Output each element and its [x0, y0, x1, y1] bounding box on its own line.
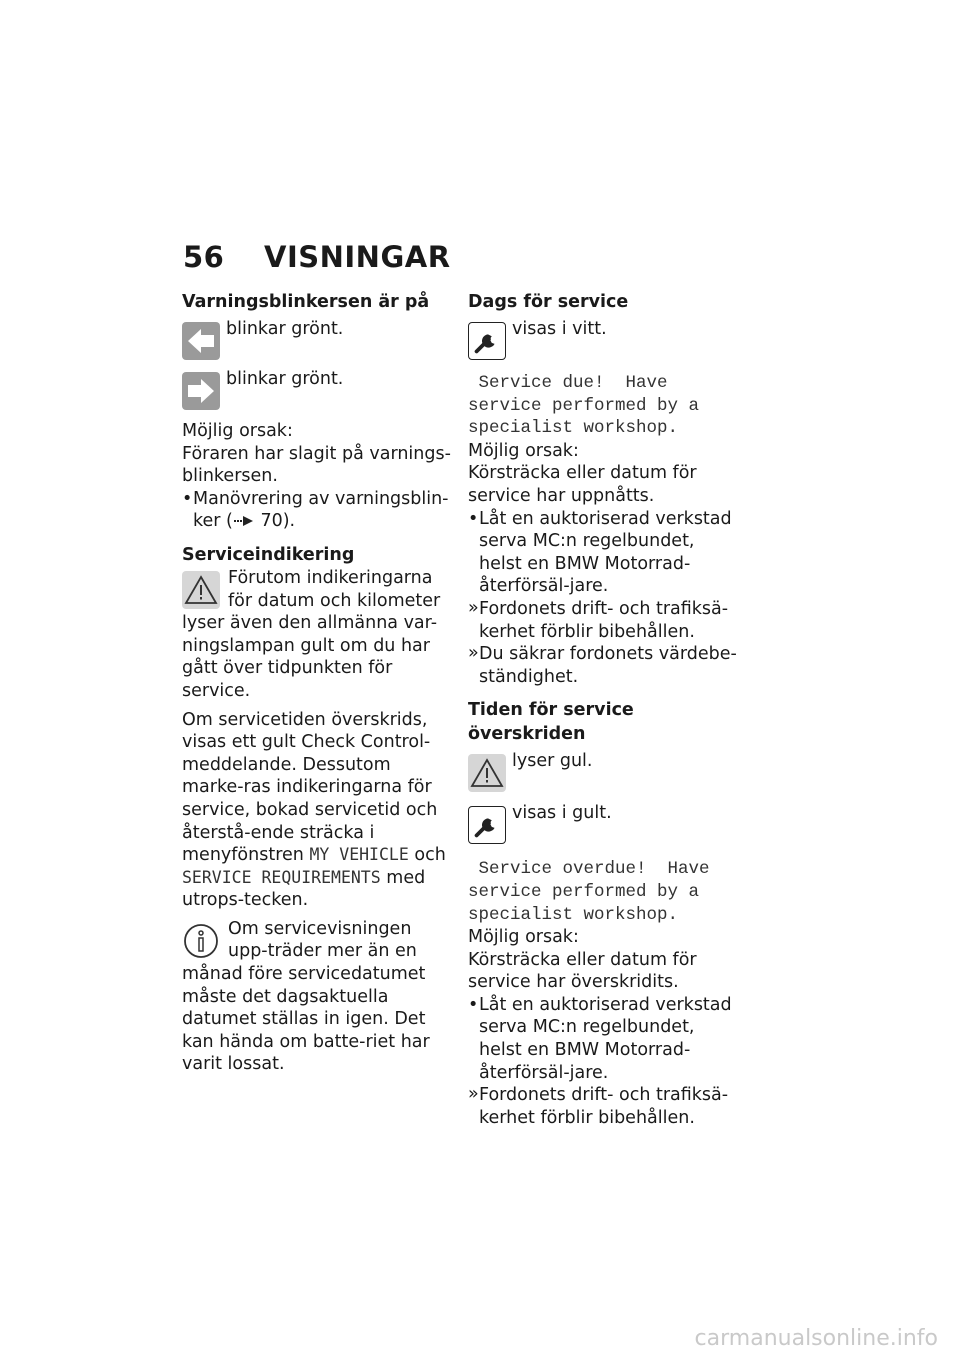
- right-column: [468, 290, 738, 1129]
- info-note: Om servicevisningen upp-träder mer än en månad före servicedatumet måste det dagsaktuella datumet ställas in igen. Det kan hända om batte-riet har varit lossat.: [182, 918, 430, 1075]
- chapter-title: VISNINGAR: [264, 240, 451, 274]
- info-icon: [182, 922, 220, 960]
- hazard-left-text: blinkar grönt.: [226, 319, 344, 339]
- page-number: 56: [183, 240, 225, 274]
- cause-label: Möjlig orsak:: [468, 927, 579, 948]
- warning-triangle-icon: [182, 571, 220, 609]
- overdue-warning-text: lyser gul.: [512, 751, 593, 772]
- page-reference-arrow-icon: [233, 515, 255, 527]
- cause-label: Möjlig orsak:: [468, 440, 579, 461]
- overdue-paragraph: Om servicetiden överskrids, visas ett gult Check Control-meddelande. Dessutom marke-ras indikeringarna för service, bokad servicetid och återstå-ende sträcka i menyfönstren MY VEHICLE och SERVICE REQUIREMENTS med utrops-tecken.: [182, 709, 446, 911]
- cause-text: Körsträcka eller datum för service har uppnåtts.: [468, 463, 697, 506]
- warning-triangle-icon: [468, 754, 506, 792]
- turn-left-arrow-icon: [182, 322, 220, 360]
- service-overdue-heading: Tiden för service överskriden: [468, 700, 634, 745]
- watermark: carmanualsonline.info: [694, 1326, 938, 1351]
- action-item: • Låt en auktoriserad verkstad serva MC:n regelbundet, helst en BMW Motorrad-återförsäl-jare.: [468, 508, 738, 598]
- result-item: » Du säkrar fordonets värdebe-ständighet.: [468, 643, 738, 688]
- cause-text: Föraren har slagit på varnings-blinkersen.: [182, 443, 451, 487]
- wrench-icon: [468, 806, 506, 844]
- hazard-right-text: blinkar grönt.: [226, 369, 344, 389]
- service-due-text: visas i vitt.: [512, 319, 607, 339]
- turn-right-arrow-icon: [182, 372, 220, 410]
- result-item: » Fordonets drift- och trafiksä-kerhet förblir bibehållen.: [468, 1084, 738, 1129]
- result-item: » Fordonets drift- och trafiksä-kerhet förblir bibehållen.: [468, 598, 738, 643]
- action-item: • Manövrering av varningsblin-ker ( 70).: [182, 488, 452, 533]
- cause-text: Körsträcka eller datum för service har överskridits.: [468, 949, 697, 993]
- wrench-icon: [468, 322, 506, 360]
- page-reference[interactable]: 70: [260, 511, 283, 532]
- page-header: [183, 240, 451, 274]
- menu-service-requirements: SERVICE REQUIREMENTS: [182, 867, 381, 887]
- hazard-left-row: [182, 318, 452, 364]
- hazard-section-heading: Varningsblinkersen är på: [182, 292, 430, 312]
- hazard-right-row: [182, 368, 452, 414]
- overdue-wrench-row: [468, 802, 738, 850]
- overdue-warning-row: [468, 750, 738, 798]
- menu-my-vehicle: MY VEHICLE: [309, 845, 409, 865]
- general-warning-paragraph: Förutom indikeringarna för datum och kilometer lyser även den allmänna var-ningslampan gult om du har gått över tidpunkten för service.: [182, 567, 441, 701]
- service-due-heading: Dags för service: [468, 292, 629, 312]
- overdue-wrench-text: visas i gult.: [512, 803, 612, 824]
- service-due-message: Service due! Have service performed by a specialist workshop.: [468, 373, 710, 439]
- action-item: • Låt en auktoriserad verkstad serva MC:n regelbundet, helst en BMW Motorrad-återförsäl-jare.: [468, 994, 738, 1084]
- cause-label: Möjlig orsak:: [182, 421, 293, 441]
- service-indication-heading: Serviceindikering: [182, 544, 355, 565]
- service-due-row: [468, 318, 738, 364]
- left-column: [182, 290, 452, 1076]
- service-overdue-message: Service overdue! Have service performed by a specialist workshop.: [468, 859, 721, 925]
